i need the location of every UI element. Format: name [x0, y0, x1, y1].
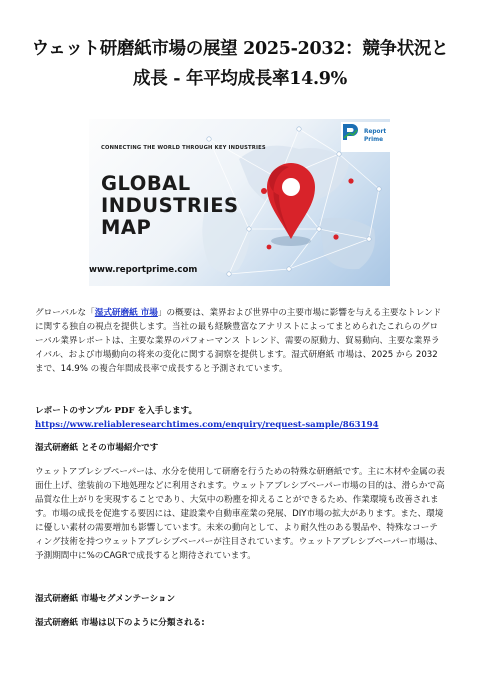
- brand-logo: [341, 122, 390, 152]
- location-pin-icon: [267, 163, 315, 239]
- banner-url: www.reportprime.com: [89, 265, 198, 275]
- intro-text-after: 」の概要は、業界および世界中の主要市場に影響を与える主要なトレンドに関する独自の視点を提供します。当社の最も経験豊富なアナリストによってまとめられたこれらのグローバル業界レポートは、主要な業界のパフォーマンス トレンド、需要の原動力、貿易動向、主要な業界ライバル、および市場動向の将来の変化に関する洞察を提供します。湿式研磨紙 市場は、2025 から 2032 まで、14.9% の複合年間成長率で成長すると予測されています。: [35, 308, 442, 374]
- brand-name-line: Report: [364, 129, 387, 135]
- banner-image: [89, 119, 390, 286]
- banner-headline-line: GLOBAL: [101, 172, 191, 195]
- section-heading: 湿式研磨紙 とその市場紹介です: [35, 443, 159, 453]
- report-prime-logo-icon: [341, 122, 359, 142]
- section-paragraph: ウェットアブレシブペーパーは、水分を使用して研磨を行うための特殊な研磨紙です。主に木材や金属の表面仕上げ、塗装前の下地処理などに利用されます。ウェットアブレシブペーパー市場の目的は、滑らかで高品質な仕上がりを実現することであり、大気中の粉塵を抑えることができるため、作業環境も改善されます。市場の成長を促進する要因には、建設業や自動車産業の発展、DIY市場の拡大があります。また、環境に優しい素材の需要増加も影響しています。未来の動向として、より耐久性のある製品や、特殊なコーティング技術を持つウェットアブレシブペーパーが注目されています。ウェットアブレシブペーパー市場は、予測期間中に%のCAGRで成長すると期待されています。: [35, 467, 445, 561]
- market-link[interactable]: 湿式研磨紙 市場: [94, 308, 158, 318]
- section-heading: 湿式研磨紙 市場セグメンテーション: [35, 594, 176, 604]
- intro-text-before: グローバルな「: [35, 308, 95, 318]
- sample-request: [35, 404, 445, 432]
- document-title: ウェット研磨紙市場の展望 2025-2032：競争状況と成長 - 年平均成長率14.9%: [31, 39, 449, 89]
- sample-label: レポートのサンプル PDF を入手します。: [35, 406, 198, 416]
- intro-paragraph: [35, 306, 445, 376]
- banner-headline-line: INDUSTRIES: [101, 194, 239, 217]
- brand-name-line: Prime: [364, 137, 384, 143]
- sample-link[interactable]: https://www.reliableresearchtimes.com/enquiry/request-sample/863194: [35, 420, 379, 430]
- section-heading: 湿式研磨紙 市場は以下のように分類される:: [35, 618, 205, 628]
- banner-tagline: CONNECTING THE WORLD THROUGH KEY INDUSTRIES: [101, 145, 266, 151]
- brand-name: [364, 128, 386, 144]
- banner-headline-line: MAP: [101, 216, 152, 239]
- banner-headline: [101, 173, 239, 239]
